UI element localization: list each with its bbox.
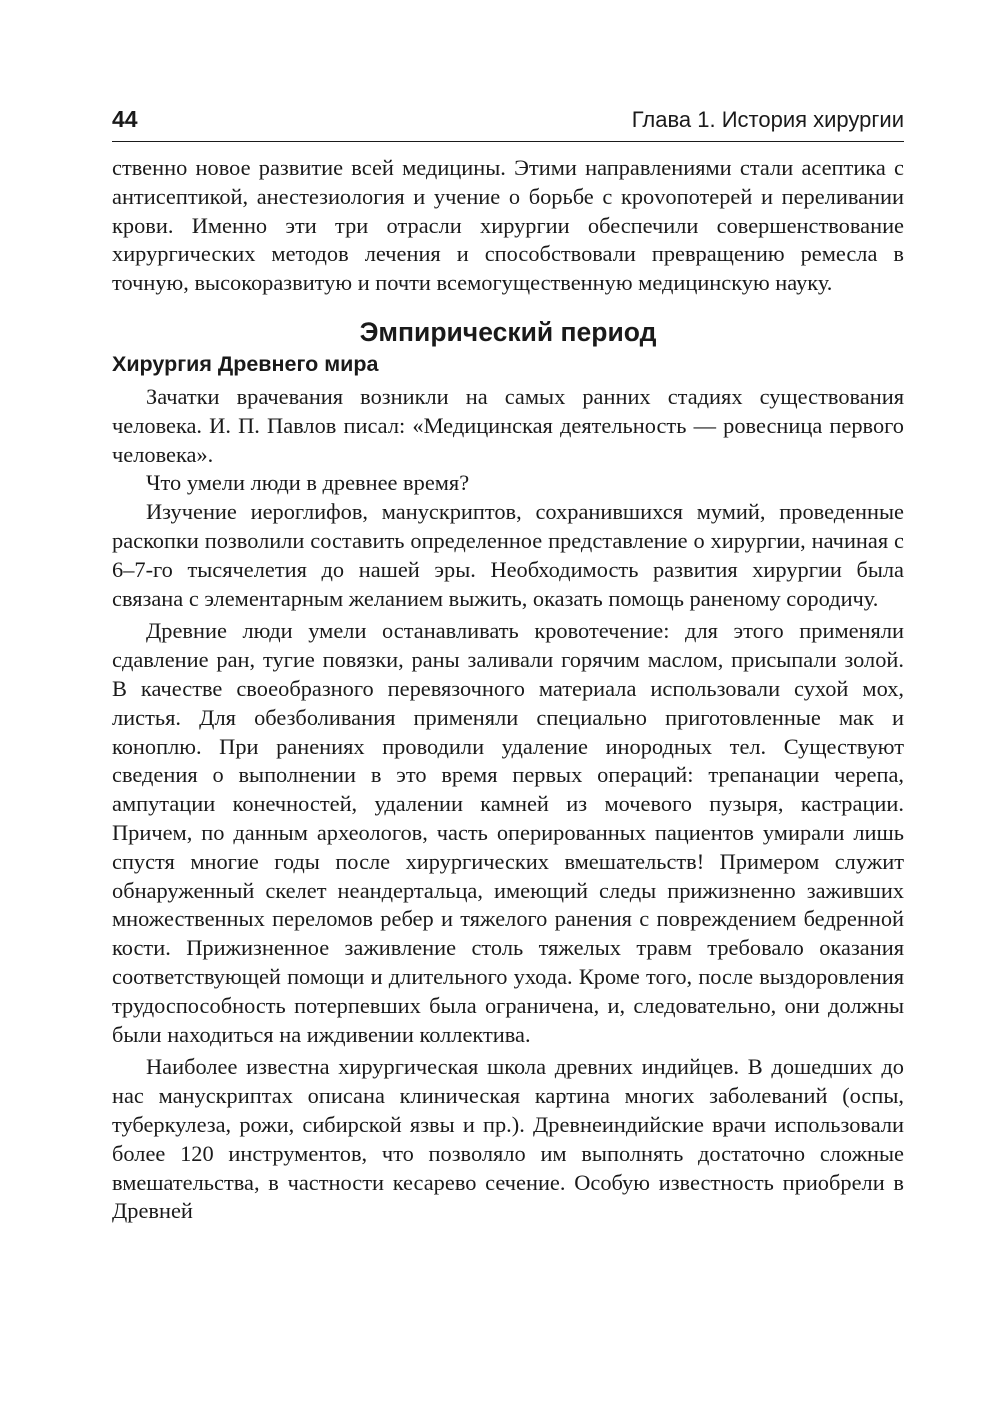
body-paragraph: Древние люди умели останавливать кровотечение: для этого применяли сдавление ран, тугие повязки, раны заливали горячим маслом, присыпали золой. В качестве своеобразного перевязочного материала использовали сухой мох, листья. Для обезболивания применяли специально приготовленные мак и коноплю. При ранениях проводили удаление инородных тел. Существуют сведения о выполнении в это время первых операций: трепанации черепа, ампутации конечностей, удалении камней из мочевого пузыря, кастрации. Причем, по данным археологов, часть оперированных пациентов умирали лишь спустя многие годы после хирургических вмешательств! Примером служит обнаруженный скелет неандертальца, имеющий следы прижизненно заживших множественных переломов ребер и тяжелого ранения с повреждением бедренной кости. Прижизненное заживление столь тяжелых травм требовало оказания соответствующей помощи и длительного ухода. Кроме того, после выздоровления трудоспособность потерпевших была ограничена, и, следовательно, они должны были находиться на иждивении коллектива. [112,618,904,1047]
body-paragraph: Наиболее известна хирургическая школа древних индийцев. В дошедших до нас манускриптах описана клиническая картина многих заболеваний (оспы, туберкулеза, рожи, сибирской язвы и пр.). Древнеиндийские врачи использовали более 120 инструментов, что позволяло им выполнять достаточно сложные вмешательства, в частности кесарево сечение. Особую известность приобрели в Древней [112,1054,904,1224]
subsection-title: Хирургия Древнего мира [112,351,379,376]
body-paragraph: Что умели люди в древнее время? [146,470,470,496]
section-title: Эмпирический период [359,316,657,347]
page-number: 44 [112,106,138,132]
header-rule [112,141,904,142]
body-paragraph: Зачатки врачевания возникли на самых ранних стадиях существования человека. И. П. Павлов писал: «Медицинская деятельность — ровесница первого человека». [112,383,904,467]
body-paragraph: Изучение иероглифов, манускриптов, сохранившихся мумий, проведенные раскопки позволили составить определенное представление о хирургии, начиная с 6–7-го тысячелетия до нашей эры. Необходимость развития хирургии была связана с элементарным желанием выжить, оказать помощь раненому сородичу. [112,499,904,611]
intro-paragraph: ственно новое развитие всей медицины. Этими направлениями стали асептика с антисептикой, анестезиология и учение о борьбе с кроvопотерей и переливании крови. Именно эти три отрасли хирургии обеспечили совершенствование хирургических методов лечения и способствовали превращению ремесла в точную, высокоразвитую и почти всемогущественную медицинскую науку. [112,155,904,296]
running-header [112,104,904,141]
chapter-title: Глава 1. История хирургии [631,107,904,132]
book-page [112,104,904,1226]
